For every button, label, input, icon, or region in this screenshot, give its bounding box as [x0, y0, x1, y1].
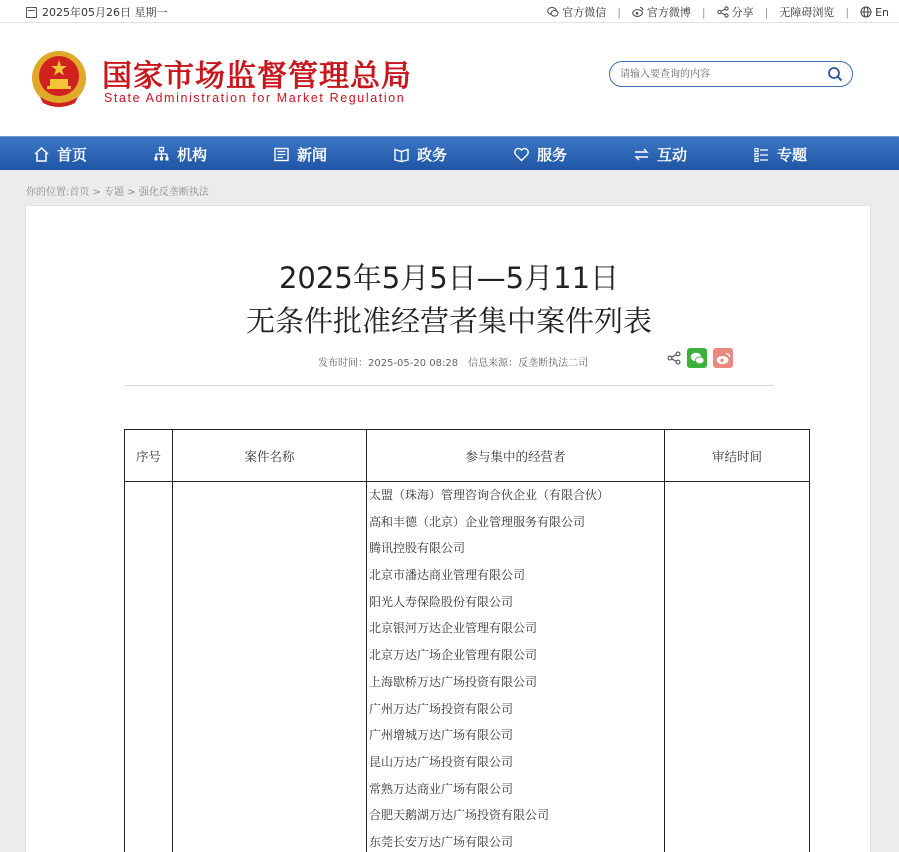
- gov-icon: [393, 146, 410, 163]
- date-display: [26, 4, 168, 20]
- share-bar: [667, 348, 733, 368]
- list-item: 上海歇桥万达广场投资有限公司: [369, 674, 538, 689]
- article-card: [25, 205, 871, 852]
- site-logo-en[interactable]: State Administration for Market Regulation: [104, 91, 406, 105]
- nav-item-service[interactable]: 服务: [480, 137, 600, 171]
- nav-item-gov[interactable]: 政务: [360, 137, 480, 171]
- search-icon[interactable]: [827, 66, 843, 82]
- cell-review-date: [665, 482, 810, 852]
- cell-index: [125, 482, 173, 852]
- article-title-line2: 无条件批准经营者集中案件列表: [245, 304, 652, 338]
- exchange-icon: [633, 146, 650, 163]
- national-emblem-icon[interactable]: [28, 49, 90, 111]
- table-row: [125, 482, 810, 852]
- list-item: 东莞长安万达广场有限公司: [369, 834, 514, 849]
- news-icon: [273, 146, 290, 163]
- nav-item-home[interactable]: 首页: [0, 137, 120, 171]
- cell-participants: [367, 482, 665, 852]
- title-divider: [124, 385, 774, 386]
- share-icon: [717, 6, 729, 18]
- col-header-participants: 参与集中的经营者: [367, 430, 665, 482]
- wechat-icon: [690, 352, 705, 365]
- article-title-line1: 2025年5月5日—5月11日: [278, 261, 620, 295]
- weibo-icon: [716, 352, 731, 365]
- org-icon: [153, 146, 170, 163]
- col-header-review-date: 审结时间: [665, 430, 810, 482]
- list-item: 腾讯控股有限公司: [369, 541, 466, 556]
- publish-time: 发布时间：2025-05-20 08:28: [318, 358, 459, 369]
- topic-icon: [753, 146, 770, 163]
- heart-icon: [513, 146, 530, 163]
- nav-item-org[interactable]: 机构: [120, 137, 240, 171]
- list-item: 合肥天鹅湖万达广场投资有限公司: [369, 808, 550, 823]
- calendar-icon: [26, 7, 37, 18]
- site-header: [0, 23, 899, 136]
- list-item: 常熟万达商业广场有限公司: [369, 781, 514, 796]
- table-header-row: [125, 430, 810, 482]
- info-source: 信息来源：反垄断执法二司: [468, 358, 589, 369]
- list-item: 阳光人寿保险股份有限公司: [369, 594, 514, 609]
- search-input[interactable]: [620, 65, 820, 83]
- nav-item-topic[interactable]: 专题: [720, 137, 840, 171]
- list-item: 太盟（珠海）管理咨询合伙企业（有限合伙）: [369, 488, 610, 502]
- accessibility-link[interactable]: 无障碍浏览: [779, 6, 835, 19]
- globe-icon: [860, 6, 872, 18]
- list-item: 北京万达广场企业管理有限公司: [369, 648, 538, 663]
- main-nav: [0, 136, 899, 170]
- wechat-icon: [547, 6, 559, 18]
- list-item: 昆山万达广场投资有限公司: [369, 754, 514, 769]
- nav-item-interact[interactable]: 互动: [600, 137, 720, 171]
- list-item: 高和丰德（北京）企业管理服务有限公司: [369, 514, 586, 529]
- english-link[interactable]: En: [860, 6, 889, 19]
- case-table: [124, 429, 810, 852]
- official-weibo-link[interactable]: 官方微博: [632, 4, 691, 20]
- share-wechat-button[interactable]: [687, 348, 707, 368]
- col-header-index: 序号: [125, 430, 173, 482]
- nav-item-news[interactable]: 新闻: [240, 137, 360, 171]
- list-item: 广州增城万达广场有限公司: [369, 728, 514, 743]
- col-header-case-name: 案件名称: [173, 430, 367, 482]
- list-item: 北京市潘达商业管理有限公司: [369, 568, 526, 583]
- breadcrumb[interactable]: 你的位置:首页 > 专题 > 强化反垄断执法: [26, 187, 209, 198]
- site-logo-cn[interactable]: 国家市场监督管理总局: [102, 59, 412, 94]
- top-bar: [0, 0, 899, 23]
- official-wechat-link[interactable]: 官方微信: [547, 4, 606, 20]
- weibo-icon: [632, 6, 644, 18]
- top-links: 官方微信 | 官方微博 | 分享 | 无障碍浏览 | En: [547, 4, 889, 20]
- article-meta: [318, 354, 588, 369]
- home-icon: [33, 146, 50, 163]
- share-link[interactable]: 分享: [717, 4, 754, 20]
- share-weibo-button[interactable]: [713, 348, 733, 368]
- share-icon[interactable]: [667, 351, 681, 365]
- list-item: 北京银河万达企业管理有限公司: [369, 621, 538, 636]
- search-box: [609, 61, 853, 87]
- participant-list: [367, 482, 664, 852]
- cell-case-name: [173, 482, 367, 852]
- date-text: 2025年05月26日 星期一: [42, 6, 168, 19]
- list-item: 广州万达广场投资有限公司: [369, 701, 514, 716]
